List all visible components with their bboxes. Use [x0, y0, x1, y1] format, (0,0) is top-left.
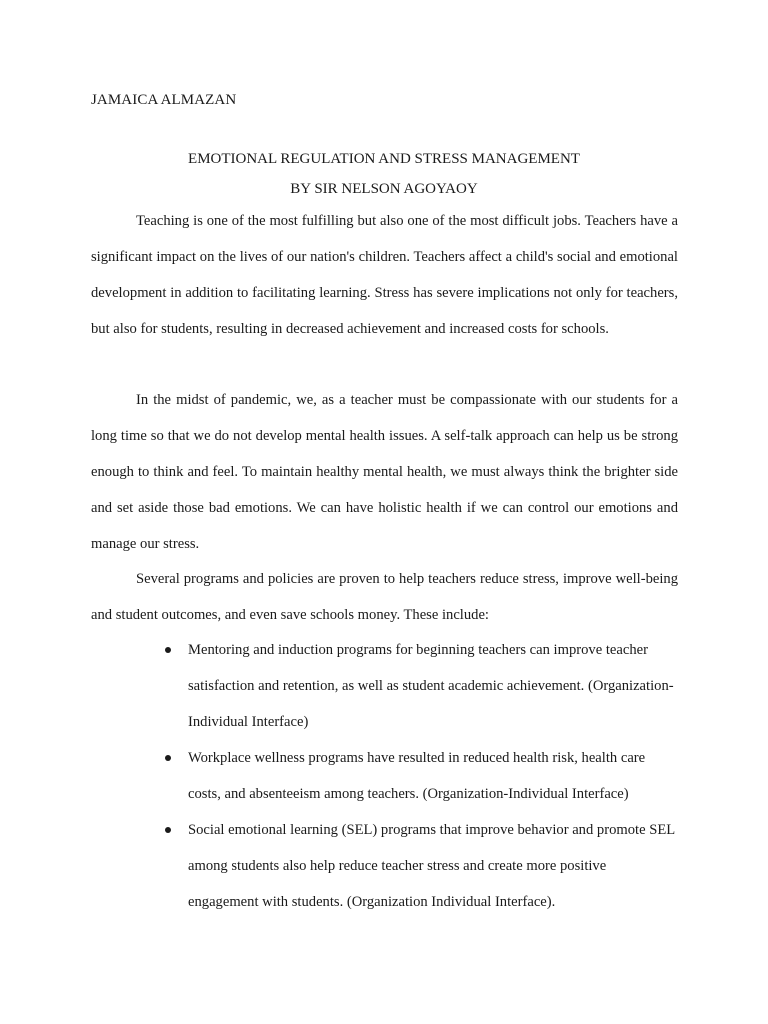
author-name: JAMAICA ALMAZAN — [91, 92, 237, 108]
bullet-dot-icon — [165, 755, 171, 761]
paragraph-2: In the midst of pandemic, we, as a teacher must be compassionate with our students for a long time so that we do not develop mental health issues. A self-talk approach can help us be strong enough to think and feel. To maintain healthy mental health, we must always think the brighter side and set aside those bad emotions. We can have holistic health if we can control our emotions and manage our stress. — [91, 392, 678, 552]
paragraph-3: Several programs and policies are proven to help teachers reduce stress, improve well-being and student outcomes, and even save schools money. These include: — [91, 571, 678, 623]
bullet-text: Mentoring and induction programs for beginning teachers can improve teacher satisfaction and retention, as well as student academic achievement. (Organization-Individual Interface) — [188, 642, 674, 730]
bullet-text: Workplace wellness programs have resulted in reduced health risk, health care costs, and absenteeism among teachers. (Organization-Individual Interface) — [188, 750, 646, 802]
bullet-dot-icon — [165, 827, 171, 833]
paragraph-1: Teaching is one of the most fulfilling but also one of the most difficult jobs. Teachers have a significant impact on the lives of our nation's children. Teachers affect a child's social and emotional development in addition to facilitating learning. Stress has severe implications not only for teachers, but also for students, resulting in decreased achievement and increased costs for schools. — [91, 213, 678, 337]
bullet-item-sel — [188, 812, 678, 920]
document-title: EMOTIONAL REGULATION AND STRESS MANAGEMENT — [188, 151, 580, 167]
bullet-item-mentoring — [188, 632, 678, 740]
bullet-text: Social emotional learning (SEL) programs that improve behavior and promote SEL among students also help reduce teacher stress and create more positive engagement with students. (Organization Individual Interface). — [188, 822, 675, 910]
bullet-dot-icon — [165, 647, 171, 653]
bullet-item-wellness — [188, 740, 678, 812]
document-subtitle-byline: BY SIR NELSON AGOYAOY — [290, 181, 478, 197]
bullet-list — [188, 632, 678, 920]
